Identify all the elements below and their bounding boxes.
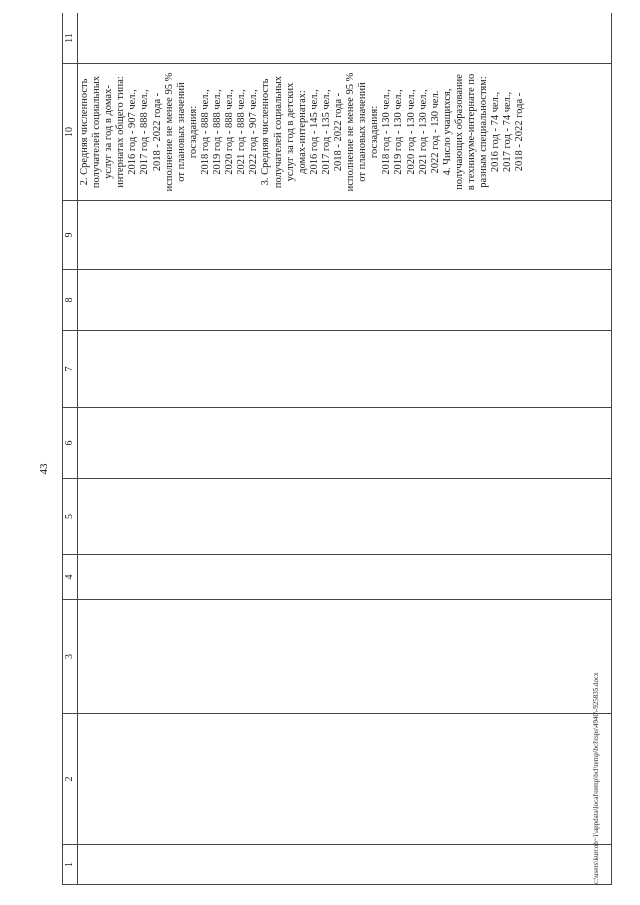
column-number-11: 11	[63, 13, 78, 64]
cell-col-7	[78, 331, 612, 408]
cell-col-8	[78, 270, 612, 331]
column-number-9: 9	[63, 201, 78, 270]
cell-col-10-indicators: 2. Средняя численность получателей социальных услуг за год в домах- интернатах общего типа: 2016 год - 907 чел., 2017 год - 888 чел., 2018 - 2022 года - исполнение не менее 95 % от плановых значений госзадания: 2018 год - 888 чел., 2019 год - 888 чел., 2020 год - 888 чел., 2021 год - 888 чел., 2022 год - 907 чел., 3. Средняя численность получателей социальных услуг за год в детских домах-интернатах: 2016 год - 145 чел., 2017 год - 135 чел., 2018 - 2022 года - исполнение не менее 95 % от плановых значений госзадания: 2018 год - 130 чел., 2019 год - 130 чел., 2020 год - 130 чел., 2021 год - 130 чел., 2022 год - 130 чел. 4. Число учащихся, получающих образование в техникуме-интернате по разным специальностям: 2016 год - 74 чел., 2017 год - 74 чел., 2018 - 2022 года -	[78, 64, 612, 201]
column-number-10: 10	[63, 64, 78, 201]
cell-col-11	[78, 13, 612, 64]
file-path-footer: c:\users\kurcob~1\appdata\local\temp\bcl\temp\bcl\tsps\4940\-925835.docx	[592, 672, 600, 884]
rotated-table-container	[62, 13, 612, 885]
column-number-8: 8	[63, 270, 78, 331]
cell-col-2	[78, 714, 612, 845]
column-number-2: 2	[63, 714, 78, 845]
cell-col-9	[78, 201, 612, 270]
column-number-4: 4	[63, 555, 78, 600]
column-number-5: 5	[63, 479, 78, 555]
cell-col-3	[78, 600, 612, 714]
column-number-7: 7	[63, 331, 78, 408]
cell-col-1	[78, 845, 612, 885]
page-number: 43	[38, 463, 50, 475]
cell-col-5	[78, 479, 612, 555]
column-number-3: 3	[63, 600, 78, 714]
table-wrapper	[62, 13, 612, 885]
table-row	[78, 13, 612, 885]
cell-col-4	[78, 555, 612, 600]
column-number-1: 1	[63, 845, 78, 885]
cell-col-6	[78, 408, 612, 479]
program-table	[62, 13, 612, 885]
column-number-row	[63, 13, 78, 885]
column-number-6: 6	[63, 408, 78, 479]
